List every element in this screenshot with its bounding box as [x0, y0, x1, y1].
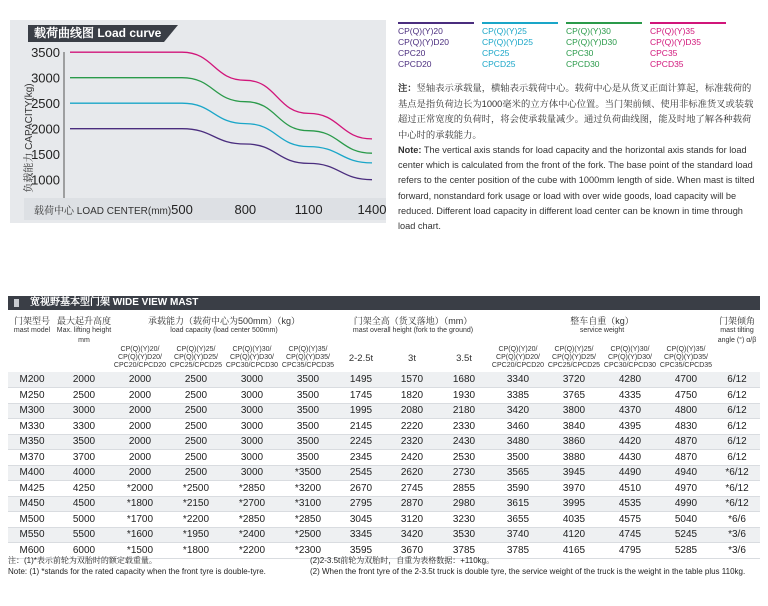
table-cell: 2000	[112, 388, 168, 404]
table-cell: 3740	[490, 527, 546, 543]
legend-model-label: CPCD20	[398, 59, 432, 69]
mast-section-title	[8, 296, 760, 310]
series-line-cp-q-y-25	[70, 103, 372, 163]
table-cell: 4535	[602, 496, 658, 512]
table-cell: 6/12	[714, 403, 760, 419]
table-cell: *6/12	[714, 496, 760, 512]
table-cell: 2220	[386, 419, 438, 435]
table-cell: *3/6	[714, 543, 760, 559]
subheader-empty	[8, 346, 56, 372]
table-cell: 6/12	[714, 419, 760, 435]
table-cell: 2080	[386, 403, 438, 419]
table-cell: 4490	[602, 465, 658, 481]
note-english	[398, 143, 760, 234]
table-cell: *3200	[280, 481, 336, 497]
table-cell: *2150	[168, 496, 224, 512]
table-cell: 6/12	[714, 372, 760, 388]
footnote-1-en: Note: (1) *stands for the rated capacity when the front tyre is double-tyre.	[8, 567, 266, 576]
table-cell: 3945	[546, 465, 602, 481]
table-cell: 2670	[336, 481, 386, 497]
table-cell: 3045	[336, 512, 386, 528]
table-cell: 2000	[112, 403, 168, 419]
mast-model-cell: M200	[8, 372, 56, 388]
table-cell: 3615	[490, 496, 546, 512]
subheader-empty	[714, 346, 760, 372]
mast-model-cell: M250	[8, 388, 56, 404]
mast-title-text: 宽视野基本型门架 WIDE VIEW MAST	[30, 297, 199, 308]
table-cell: *2850	[280, 512, 336, 528]
y-tick-label: 2000	[31, 121, 60, 137]
table-cell: 4420	[602, 434, 658, 450]
table-cell: 3000	[224, 403, 280, 419]
table-cell: *2850	[224, 512, 280, 528]
table-cell: 2500	[168, 434, 224, 450]
table-cell: *1800	[112, 496, 168, 512]
table-cell: 2530	[438, 450, 490, 466]
table-cell: 2320	[386, 434, 438, 450]
x-tick-label: 1100	[294, 202, 323, 217]
table-cell: 4940	[658, 465, 714, 481]
load-chart	[10, 20, 386, 223]
table-cell: 2500	[168, 403, 224, 419]
series-line-cp-q-y-30	[70, 78, 372, 154]
subheader-empty	[56, 346, 112, 372]
note-cn-label: 注：	[398, 83, 417, 93]
table-cell: *1600	[112, 527, 168, 543]
hdr-model-cn: 门架型号	[13, 316, 50, 326]
table-cell: 1570	[386, 372, 438, 388]
mast-model-cell: M330	[8, 419, 56, 435]
footnote-1	[8, 555, 308, 577]
table-cell: 4370	[602, 403, 658, 419]
table-cell: 3880	[546, 450, 602, 466]
subheader-cell: CP(Q)(Y)25/ CP(Q)(Y)D25/ CPC25/CPCD25	[547, 346, 601, 369]
table-cell: 3480	[490, 434, 546, 450]
hdr-model	[8, 316, 56, 346]
y-tick-label: 2500	[31, 96, 60, 112]
table-cell: 4870	[658, 450, 714, 466]
legend-model-label: CP(Q)(Y)D25	[482, 37, 534, 47]
table-cell: 4870	[658, 434, 714, 450]
subheader-cell: 3.5t	[456, 353, 472, 364]
table-cell: 3000	[56, 403, 112, 419]
table-cell: 3785	[490, 543, 546, 559]
table-cell: 3000	[224, 388, 280, 404]
table-row	[8, 388, 760, 404]
hdr-capacity	[112, 316, 336, 346]
table-cell: 3800	[546, 403, 602, 419]
table-cell: 2430	[438, 434, 490, 450]
table-cell: 4745	[602, 527, 658, 543]
note-cn-text: 竖轴表示承载量，横轴表示载荷中心。载荷中心是从货叉正面计算起，标准载荷的基点是指负荷边长为1000毫米的立方体中心位置。当门架前倾、使用非标准货叉或装载超过正常宽度的负荷时，将会使承载量减少。通过负荷曲线图，能及时地了解各种载荷中心时的承载能力。	[398, 83, 754, 140]
table-cell: 3120	[386, 512, 438, 528]
legend-model-label: CP(Q)(Y)20	[398, 26, 443, 36]
table-cell: 4280	[602, 372, 658, 388]
hdr-weight-en: service weight	[579, 327, 625, 334]
table-cell: 4575	[602, 512, 658, 528]
table-cell: *2500	[280, 527, 336, 543]
table-cell: 3000	[224, 419, 280, 435]
note-en-text: The vertical axis stands for load capacity and the horizontal axis stands for load center which is calculated from the front of the fork. The base point of the standard load refers to the center position of the cube with 1000mm length of side. When mast is tilted forward, nonstandard fork usage or load with over wide goods, load capacity will be reduced. Different load capacity in different load center can be known in time through load chart.	[398, 145, 755, 232]
mast-model-cell: M600	[8, 543, 56, 559]
legend-swatch	[482, 22, 558, 24]
legend-group-4	[650, 22, 726, 70]
legend-model-label: CPC20	[398, 48, 426, 58]
table-cell: 2000	[112, 450, 168, 466]
table-cell: *2850	[224, 481, 280, 497]
table-cell: 2330	[438, 419, 490, 435]
mast-model-cell: M400	[8, 465, 56, 481]
legend-model-label: CP(Q)(Y)D20	[398, 37, 450, 47]
table-cell: *2000	[112, 481, 168, 497]
table-cell: 5285	[658, 543, 714, 559]
table-cell: 2620	[386, 465, 438, 481]
table-row	[8, 527, 760, 543]
table-cell: 4700	[658, 372, 714, 388]
mast-table	[8, 316, 760, 559]
hdr-cap-en: load capacity (load center 500mm)	[170, 327, 278, 334]
table-cell: 3000	[224, 450, 280, 466]
table-cell: 3000	[224, 465, 280, 481]
table-cell: *6/12	[714, 465, 760, 481]
series-line-cp-q-y-20	[70, 129, 372, 180]
table-cell: *1500	[112, 543, 168, 559]
table-cell: 5500	[56, 527, 112, 543]
y-tick-label: 1000	[31, 172, 60, 188]
table-cell: 3230	[438, 512, 490, 528]
table-cell: 3970	[546, 481, 602, 497]
legend-swatch	[398, 22, 474, 24]
table-cell: 3500	[280, 372, 336, 388]
y-tick-label: 3000	[31, 70, 60, 86]
table-cell: 6000	[56, 543, 112, 559]
table-cell: 6/12	[714, 388, 760, 404]
table-cell: 2000	[112, 465, 168, 481]
legend-swatch	[650, 22, 726, 24]
table-cell: *1800	[168, 543, 224, 559]
table-cell: 1995	[336, 403, 386, 419]
table-cell: 2870	[386, 496, 438, 512]
table-cell: 3670	[386, 543, 438, 559]
mast-model-cell: M550	[8, 527, 56, 543]
table-cell: 4395	[602, 419, 658, 435]
table-cell: 2500	[168, 388, 224, 404]
table-cell: 2745	[386, 481, 438, 497]
legend-swatch	[566, 22, 642, 24]
table-row	[8, 419, 760, 435]
table-cell: 4500	[56, 496, 112, 512]
table-cell: 5245	[658, 527, 714, 543]
footnote-2-en: (2) When the front tyre of the 2-3.5t truck is double tyre, the service weight of the truck is the weight in the table plus 110kg.	[310, 567, 746, 576]
table-cell: 2730	[438, 465, 490, 481]
table-cell: 4430	[602, 450, 658, 466]
table-cell: *2200	[224, 543, 280, 559]
table-cell: 2000	[112, 419, 168, 435]
table-cell: 4800	[658, 403, 714, 419]
table-cell: 3700	[56, 450, 112, 466]
table-cell: 2545	[336, 465, 386, 481]
table-cell: *1700	[112, 512, 168, 528]
table-row	[8, 434, 760, 450]
hdr-tilt	[714, 316, 760, 346]
subheader-cell: CP(Q)(Y)20/ CP(Q)(Y)D20/ CPC20/CPCD20	[491, 346, 545, 369]
table-cell: 2000	[112, 372, 168, 388]
table-cell: 4250	[56, 481, 112, 497]
table-cell: 3785	[438, 543, 490, 559]
legend-group-1	[398, 22, 474, 70]
table-cell: 3500	[280, 450, 336, 466]
hdr-weight-cn: 整车自重（kg）	[570, 316, 634, 326]
legend-model-label: CPCD25	[482, 59, 516, 69]
hdr-lift-cn: 最大起升高度	[56, 316, 111, 326]
table-cell: 3420	[490, 403, 546, 419]
y-tick-label: 1500	[31, 147, 60, 163]
table-cell: 3420	[386, 527, 438, 543]
table-cell: 2500	[168, 419, 224, 435]
table-cell: 4990	[658, 496, 714, 512]
table-cell: *2400	[224, 527, 280, 543]
table-cell: 4795	[602, 543, 658, 559]
table-cell: 4035	[546, 512, 602, 528]
table-cell: 3500	[490, 450, 546, 466]
table-cell: 1680	[438, 372, 490, 388]
legend-group-3	[566, 22, 642, 70]
table-cell: *2700	[224, 496, 280, 512]
table-cell: 1495	[336, 372, 386, 388]
legend-model-label: CP(Q)(Y)35	[650, 26, 695, 36]
mast-model-cell: M425	[8, 481, 56, 497]
table-cell: 3590	[490, 481, 546, 497]
x-axis-label: 载荷中心 LOAD CENTER(mm)	[34, 206, 172, 217]
table-cell: 3500	[56, 434, 112, 450]
footnote-2-cn: (2)2-3.5t前轮为双胎时，自重为表格数据：+110kg。	[310, 556, 495, 565]
subheader-cell: CP(Q)(Y)30/ CP(Q)(Y)D30/ CPC30/CPCD30	[603, 346, 657, 369]
table-cell: 5000	[56, 512, 112, 528]
table-cell: *6/12	[714, 481, 760, 497]
table-row	[8, 481, 760, 497]
table-row	[8, 512, 760, 528]
table-cell: 4165	[546, 543, 602, 559]
table-cell: 3500	[280, 434, 336, 450]
table-cell: *2300	[280, 543, 336, 559]
table-cell: 4970	[658, 481, 714, 497]
table-cell: 6/12	[714, 434, 760, 450]
table-cell: 3565	[490, 465, 546, 481]
table-cell: *2200	[168, 512, 224, 528]
table-cell: 2000	[112, 434, 168, 450]
table-cell: 3765	[546, 388, 602, 404]
table-cell: 3840	[546, 419, 602, 435]
table-cell: 1820	[386, 388, 438, 404]
table-cell: *2500	[168, 481, 224, 497]
table-cell: 6/12	[714, 450, 760, 466]
footnote-2	[310, 555, 768, 577]
note-chinese	[398, 81, 758, 143]
table-cell: 5040	[658, 512, 714, 528]
table-cell: *1950	[168, 527, 224, 543]
legend-model-label: CP(Q)(Y)D30	[566, 37, 618, 47]
subheader-cell: CP(Q)(Y)35/ CP(Q)(Y)D35/ CPC35/CPCD35	[659, 346, 713, 369]
legend-model-label: CPCD30	[566, 59, 600, 69]
table-cell: 3860	[546, 434, 602, 450]
table-cell: 4830	[658, 419, 714, 435]
hdr-weight	[490, 316, 714, 346]
legend-model-label: CP(Q)(Y)D35	[650, 37, 702, 47]
legend-model-label: CP(Q)(Y)25	[482, 26, 527, 36]
hdr-tilt-en: mast tilting angle (°) α/β	[717, 327, 757, 344]
table-cell: 3995	[546, 496, 602, 512]
mast-model-cell: M370	[8, 450, 56, 466]
hdr-tilt-cn: 门架倾角	[718, 316, 755, 326]
table-cell: 2500	[168, 465, 224, 481]
hdr-lift-en: Max. lifting height mm	[56, 327, 112, 344]
hdr-height	[336, 316, 490, 346]
legend-model-label: CPC30	[566, 48, 594, 58]
table-cell: 3460	[490, 419, 546, 435]
mast-model-cell: M450	[8, 496, 56, 512]
legend-group-2	[482, 22, 558, 70]
table-cell: 4120	[546, 527, 602, 543]
hdr-cap-cn: 承载能力（载荷中心为500mm）（kg）	[147, 316, 301, 326]
table-cell: 3000	[224, 372, 280, 388]
subheader-cell: CP(Q)(Y)30/ CP(Q)(Y)D30/ CPC30/CPCD30	[225, 346, 279, 369]
table-cell: 2500	[168, 450, 224, 466]
table-cell: 2180	[438, 403, 490, 419]
subheader-cell: 2-2.5t	[348, 353, 374, 364]
table-cell: 3000	[224, 434, 280, 450]
table-cell: 4335	[602, 388, 658, 404]
table-cell: 2245	[336, 434, 386, 450]
note-en-label: Note:	[398, 145, 422, 155]
table-cell: 4750	[658, 388, 714, 404]
table-cell: 4510	[602, 481, 658, 497]
subheader-cell: CP(Q)(Y)25/ CP(Q)(Y)D25/ CPC25/CPCD25	[169, 346, 223, 369]
table-cell: 1930	[438, 388, 490, 404]
table-cell: 3720	[546, 372, 602, 388]
hdr-height-cn: 门架全高（货叉落地）（mm）	[353, 316, 473, 326]
mast-model-cell: M300	[8, 403, 56, 419]
table-cell: 2500	[56, 388, 112, 404]
table-cell: 2980	[438, 496, 490, 512]
subheader-cell: CP(Q)(Y)20/ CP(Q)(Y)D20/ CPC20/CPCD20	[113, 346, 167, 369]
mast-model-cell: M500	[8, 512, 56, 528]
table-cell: 2000	[56, 372, 112, 388]
table-row	[8, 372, 760, 388]
table-cell: 3500	[280, 403, 336, 419]
x-tick-label: 1400	[357, 202, 386, 217]
mast-model-cell: M350	[8, 434, 56, 450]
table-cell: 3595	[336, 543, 386, 559]
table-cell: 2855	[438, 481, 490, 497]
subheader-cell: CP(Q)(Y)35/ CP(Q)(Y)D35/ CPC35/CPCD35	[281, 346, 335, 369]
table-cell: *3500	[280, 465, 336, 481]
chart-title: 载荷曲线图 Load curve	[28, 25, 164, 42]
table-row	[8, 403, 760, 419]
load-chart-panel	[10, 20, 386, 223]
legend-model-label: CP(Q)(Y)30	[566, 26, 611, 36]
hdr-height-en: mast overall height (fork to the ground)	[352, 327, 474, 334]
hdr-lift	[56, 316, 112, 346]
hdr-model-en: mast model	[13, 327, 51, 334]
table-cell: *6/6	[714, 512, 760, 528]
table-cell: 1745	[336, 388, 386, 404]
x-tick-label: 800	[234, 202, 257, 217]
legend-model-label: CPCD35	[650, 59, 684, 69]
table-row	[8, 450, 760, 466]
table-cell: *3/6	[714, 527, 760, 543]
table-cell: 3300	[56, 419, 112, 435]
table-cell: 3385	[490, 388, 546, 404]
table-cell: 3345	[336, 527, 386, 543]
table-cell: 2145	[336, 419, 386, 435]
table-cell: 3500	[280, 419, 336, 435]
footnote-1-cn: 注：(1)*表示前轮为双胎时的额定载重量。	[8, 556, 157, 565]
table-cell: 3340	[490, 372, 546, 388]
table-cell: 2420	[386, 450, 438, 466]
table-cell: 3500	[280, 388, 336, 404]
table-cell: 2795	[336, 496, 386, 512]
table-cell: 3530	[438, 527, 490, 543]
table-row	[8, 496, 760, 512]
table-cell: 2345	[336, 450, 386, 466]
y-axis-label: 负载能力 CAPACITY(kg)	[24, 83, 35, 193]
table-cell: 4000	[56, 465, 112, 481]
table-cell: *3100	[280, 496, 336, 512]
y-tick-label: 3500	[31, 45, 60, 61]
legend-model-label: CPC35	[650, 48, 678, 58]
legend-model-label: CPC25	[482, 48, 510, 58]
subheader-cell: 3t	[408, 353, 416, 364]
table-row	[8, 465, 760, 481]
x-tick-label: 500	[171, 202, 193, 217]
table-cell: 3655	[490, 512, 546, 528]
table-cell: 2500	[168, 372, 224, 388]
